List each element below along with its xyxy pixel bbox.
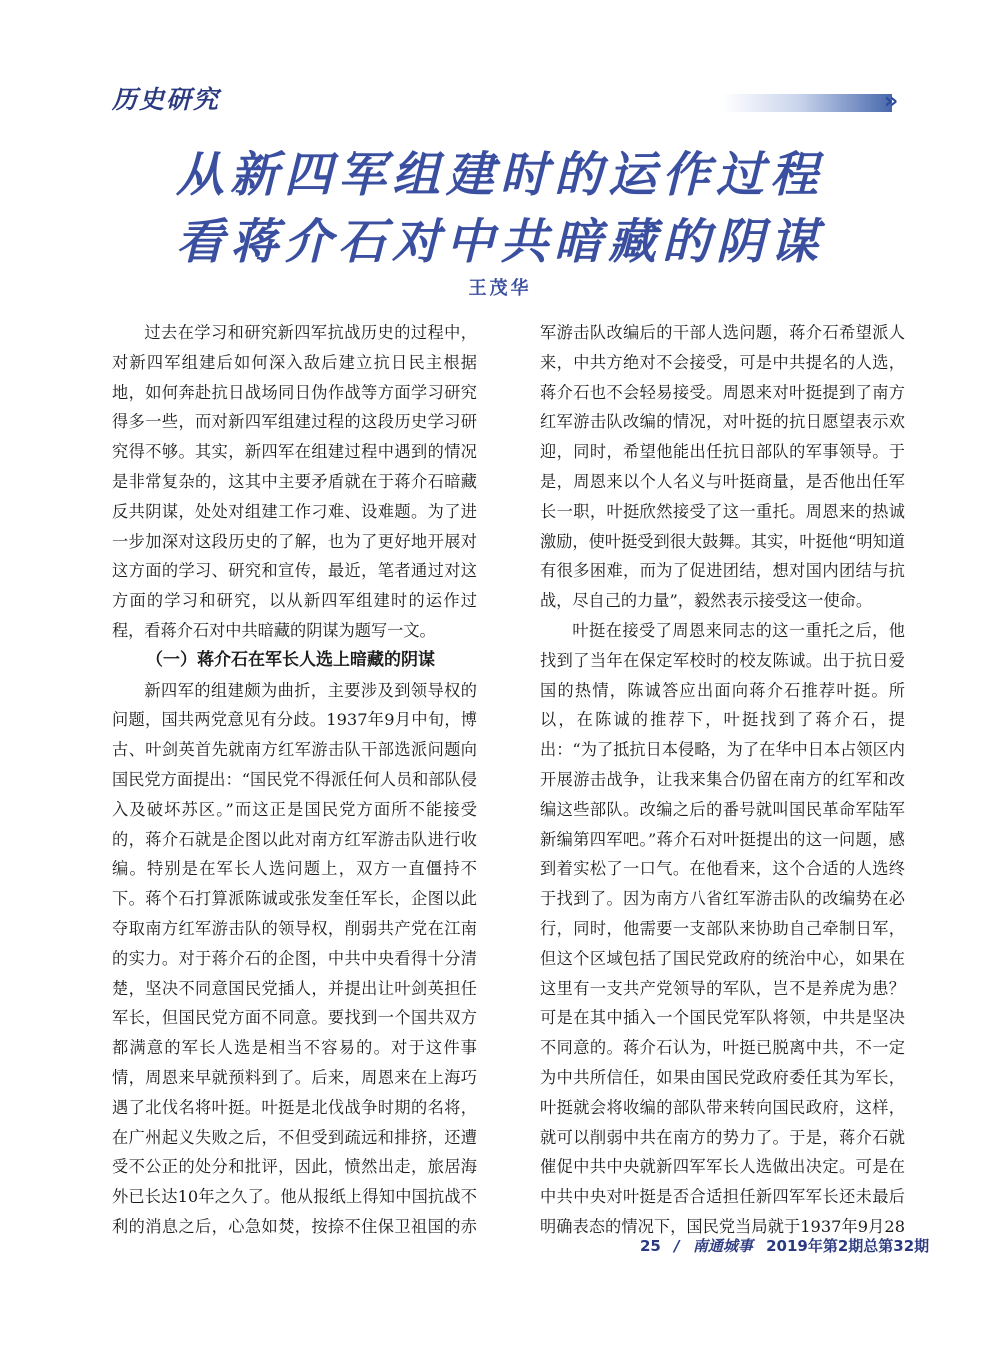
text-column-left xyxy=(112,318,477,1238)
section-heading: （一）蒋介石在军长人选上暗藏的阴谋 xyxy=(146,649,435,670)
page-number: 25 xyxy=(640,1237,661,1255)
article-title-line2: 看蒋介石对中共暗藏的阴谋 xyxy=(175,214,824,270)
body-paragraph-1-continued: 军游击队改编后的干部人选问题，蒋介石希望派人来，中共方绝对不会接受，可是中共提名的人选，蒋介石也不会轻易接受。周恩来对叶挺提到了南方红军游击队改编的情况，对叶挺的抗日愿望表示欢迎，同时，希望他能出任抗日部队的军事领导。于是，周恩来以个人名义与叶挺商量，是否他出任军长一职，叶挺欣然接受了这一重托。周恩来的热诚激励，使叶挺受到很大鼓舞。其实，叶挺他“明知道有很多困难，而为了促进团结，想对国内团结与抗战，尽自己的力量”，毅然表示接受这一使命。 xyxy=(540,323,905,611)
body-paragraph-1: 新四军的组建颇为曲折，主要涉及到领导权的问题，国共两党意见有分歧。1937年9月中旬，博古、叶剑英首先就南方红军游击队干部选派问题向国民党方面提出：“国民党不得派任何人员和部队侵入及破坏苏区。”而这正是国民党方面所不能接受的，蒋介石就是企图以此对南方红军游击队进行收编。特别是在军长人选问题上，双方一直僵持不下。蒋个石打算派陈诚或张发奎任军长，企图以此夺取南方红军游击队的领导权，削弱共产党在江南的实力。对于蒋介石的企图，中共中央看得十分清楚，坚决不同意国民党插人，并提出让叶剑英担任军长，但国民党方面不同意。要找到一个国共双方都满意的军长人选是相当不容易的。对于这件事情，周恩来早就预料到了。后来，周恩来在上海巧遇了北伐名将叶挺。叶挺是北伐战争时期的名将，在广州起义失败之后，不但受到疏远和排挤，还遭受不公正的处分和批评，因此，愤然出走，旅居海外已长达10年之久了。他从报纸上得知中国抗战不利的消息之后，心急如焚，按捺不住保卫祖国的赤 xyxy=(112,680,477,1236)
body-paragraph-2: 叶挺在接受了周恩来同志的这一重托之后，他找到了当年在保定军校时的校友陈诚。出于抗日爱国的热情，陈诚答应出面向蒋介石推荐叶挺。所以，在陈诚的推荐下，叶挺找到了蒋介石，提出：“为了抵抗日本侵略，为了在华中日本占领区内开展游击战争，让我来集合仍留在南方的红军和改编这些部队。改编之后的番号就叫国民革命军陆军新编第四军吧。”蒋介石对叶挺提出的这一问题，感到着实松了一口气。在他看来，这个合适的人选终于找到了。因为南方八省红军游击队的改编势在必行，同时，他需要一支部队来协助自己牵制日军，但这个区域包括了国民党政府的统治中心，如果在这里有一支共产党领导的军队，岂不是养虎为患？可是在其中插入一个国民党军队将领，中共是坚决不同意的。蒋介石认为，叶挺已脱离中共，不一定为中共所信任，如果由国民党政府委任其为军长，叶挺就会将收编的部队带来转向国民政府，这样，就可以削弱中共在南方的势力了。于是，蒋介石就催促中共中央就新四军军长人选做出决定。可是在中共中央对叶挺是否合适担任新四军军长还未最后明确表态的情况下，国民党当局就于1937年9月28 xyxy=(540,620,905,1236)
magazine-name: 南通城事 xyxy=(692,1237,753,1255)
text-column-right xyxy=(540,318,905,1238)
footer-separator: / xyxy=(674,1237,680,1255)
intro-paragraph: 过去在学习和研究新四军抗战历史的过程中，对新四军组建后如何深入敌后建立抗日民主根据地，如何奔赴抗日战场同日伪作战等方面学习研究得多一些，而对新四军组建过程的这段历史学习研究得不够。其实，新四军在组建过程中遇到的情况是非常复杂的，这其中主要矛盾就在于蒋介石暗藏反共阴谋，处处对组建工作刁难、设难题。为了进一步加深对这段历史的了解，也为了更好地开展对这方面的学习、研究和宣传，最近，笔者通过对这方面的学习和研究，以从新四军组建时的运作过程，看蒋介石对中共暗藏的阴谋为题写一文。 xyxy=(112,323,477,640)
header-gradient-bar xyxy=(722,94,892,112)
author-name: 王茂华 xyxy=(468,278,532,299)
section-label: 历史研究 xyxy=(112,85,221,114)
chevron-right-icon: » xyxy=(884,89,899,114)
page-footer xyxy=(640,1235,937,1256)
article-title-line1: 从新四军组建时的运作过程 xyxy=(175,147,824,203)
issue-info: 2019年第2期总第32期 xyxy=(766,1237,930,1255)
